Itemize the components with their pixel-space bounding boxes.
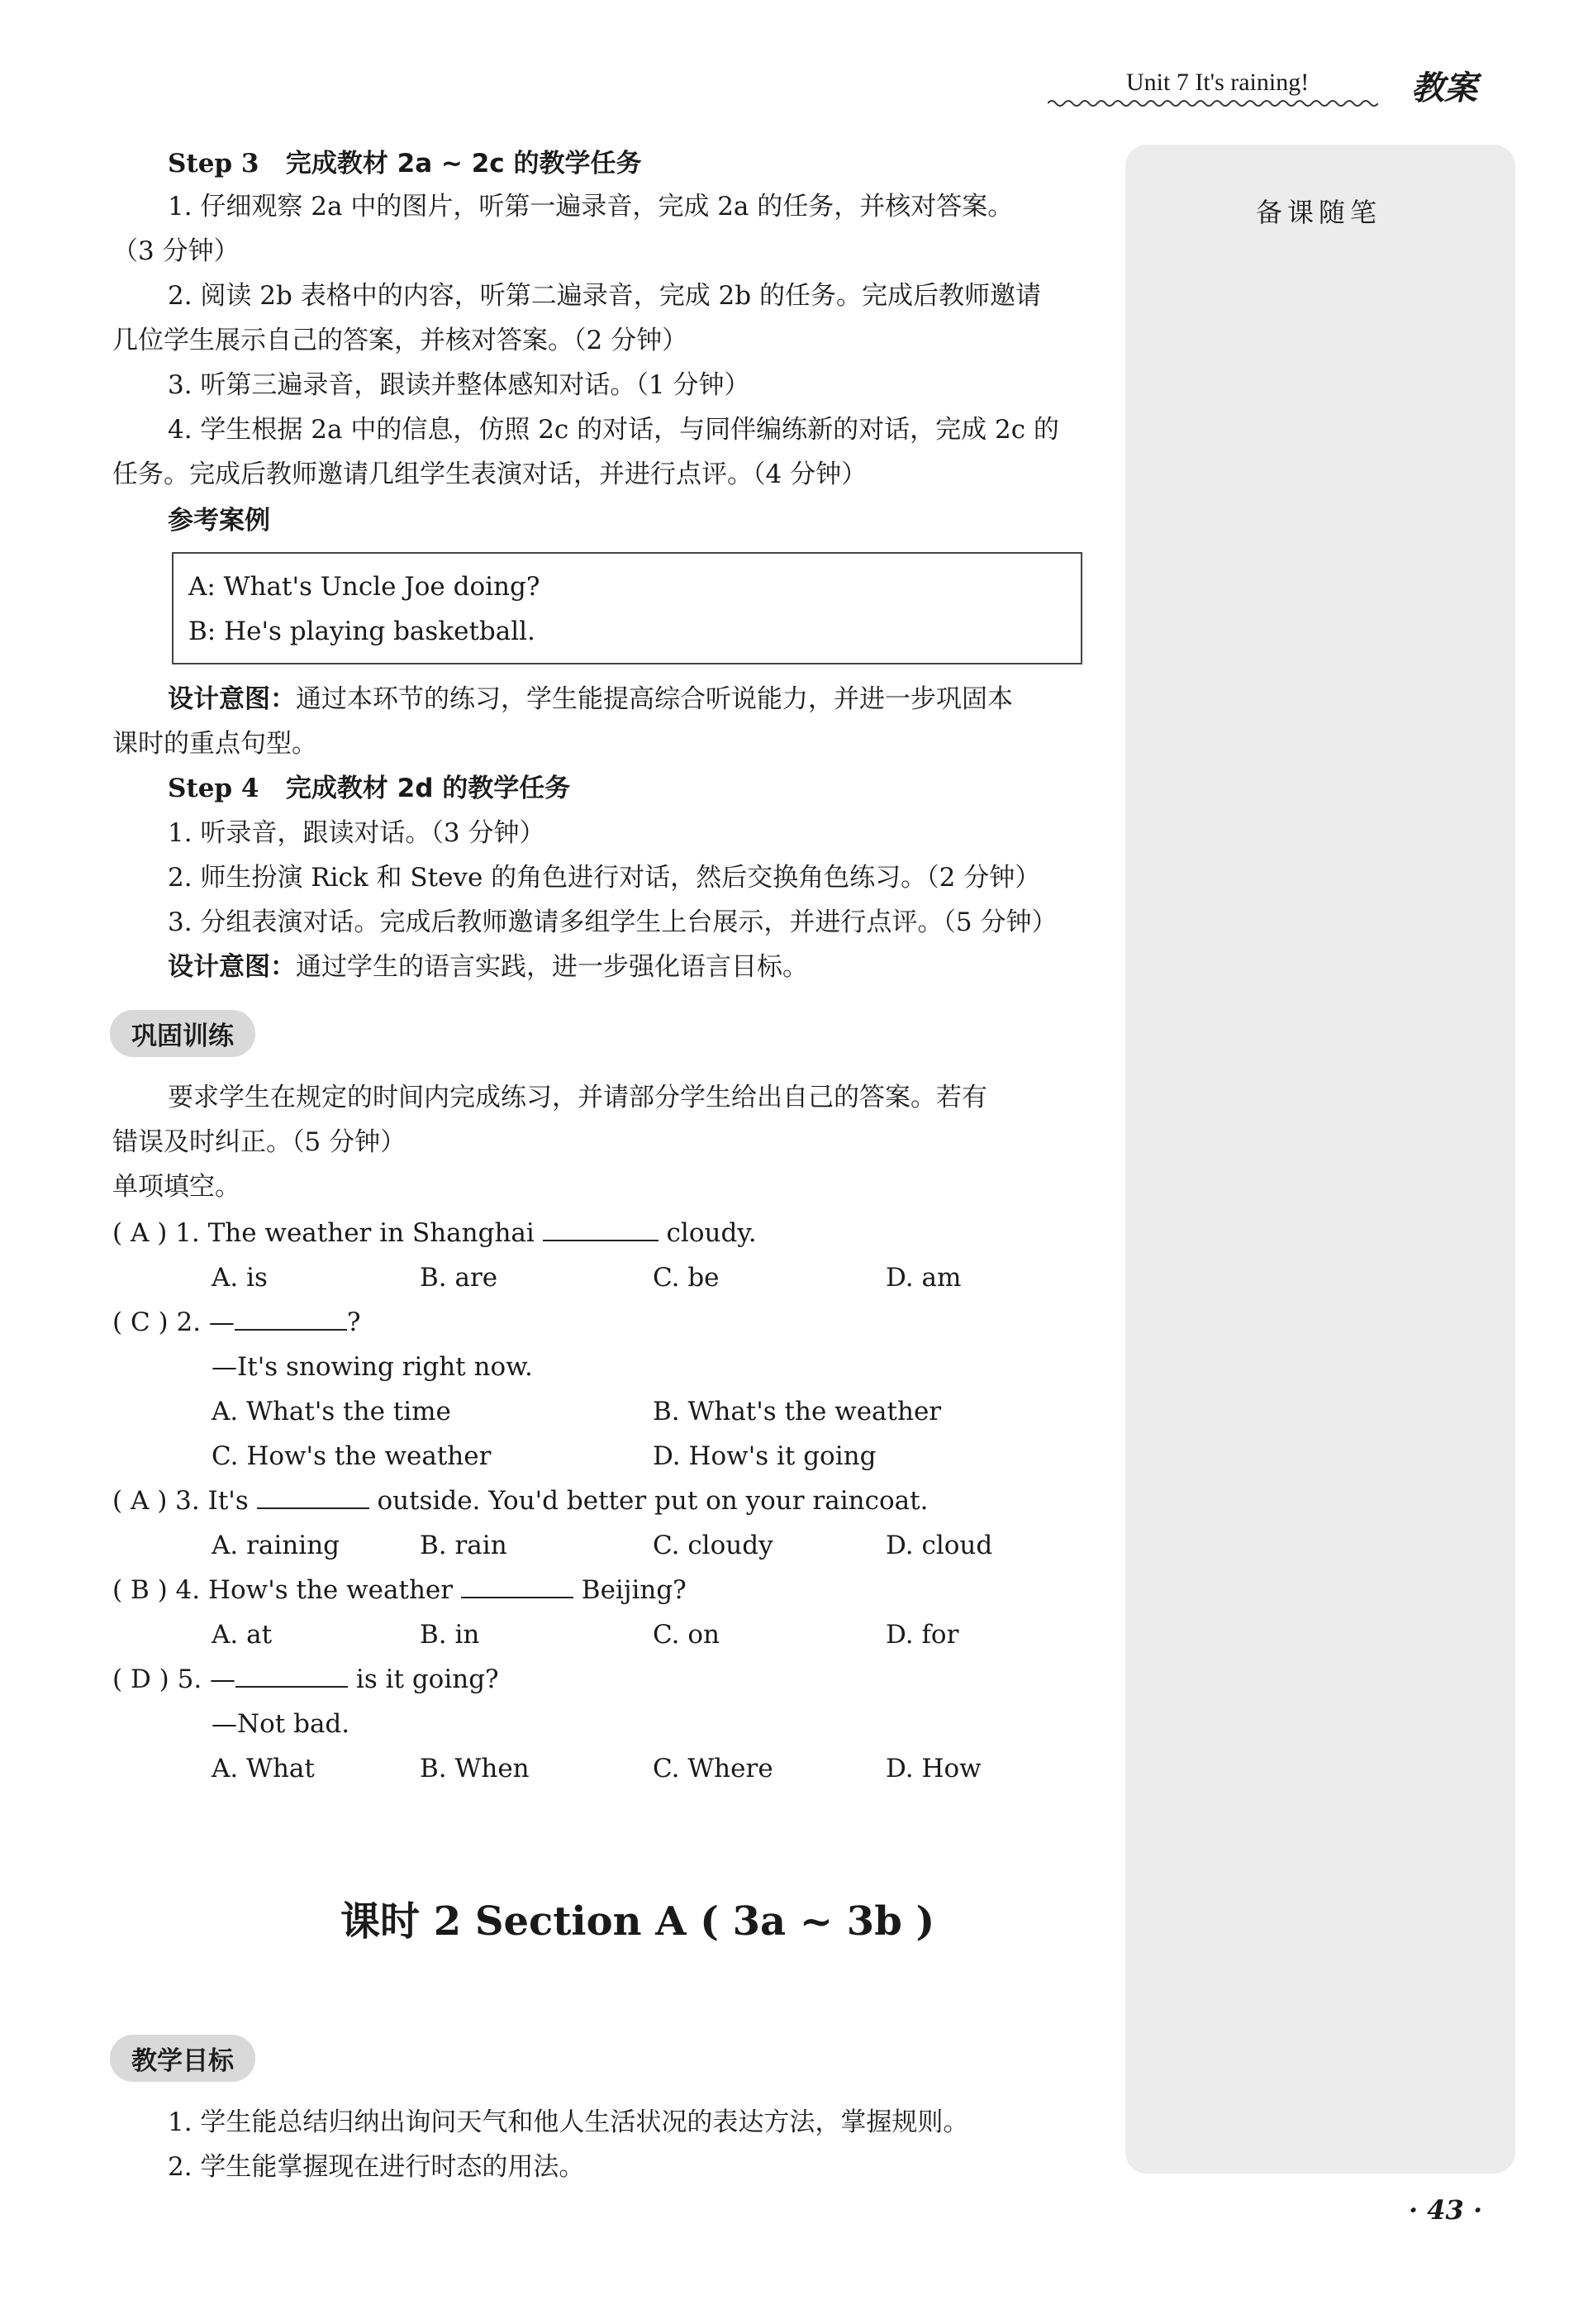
q4-option-b: B. in xyxy=(420,1620,480,1650)
question-5 xyxy=(112,1663,499,1696)
intent-label: 设计意图： xyxy=(168,952,296,982)
q5-option-a: A. What xyxy=(212,1754,315,1783)
step4-title xyxy=(168,772,570,805)
step3-item4-line1: 4. 学生根据 2a 中的信息，仿照 2c 的对话，与同伴编练新的对话，完成 2c 的 xyxy=(168,415,1059,445)
lesson-2-title: 课时 2 Section A ( 3a ~ 3b ) xyxy=(340,1898,935,1945)
q2-option-a: A. What's the time xyxy=(212,1397,451,1426)
notes-sidebar xyxy=(1125,145,1515,2174)
step3-item1-line2: （3 分钟） xyxy=(112,236,240,266)
q3-option-d: D. cloud xyxy=(886,1531,993,1560)
step4-item3: 3. 分组表演对话。完成后教师邀请多组学生上台展示，并进行点评。（5 分钟） xyxy=(168,907,1058,937)
step4-label: Step 4 xyxy=(168,774,259,803)
question-stem: 4. How's the weather xyxy=(175,1575,454,1605)
example-line-b: B: He's playing basketball. xyxy=(188,617,535,646)
practice-intro-line2: 错误及时纠正。（5 分钟） xyxy=(112,1127,407,1157)
q4-option-a: A. at xyxy=(212,1620,273,1650)
practice-type-label: 单项填空。 xyxy=(112,1172,240,1202)
answer: ( B ) xyxy=(112,1575,168,1605)
step3-title xyxy=(168,147,641,180)
q5-option-b: B. When xyxy=(420,1754,530,1783)
q2-reply: —It's snowing right now. xyxy=(212,1352,533,1382)
answer-blank xyxy=(257,1486,369,1509)
q2-option-b: B. What's the weather xyxy=(653,1397,942,1426)
intent-text: 通过学生的语言实践，进一步强化语言目标。 xyxy=(296,952,808,982)
header-wave-line xyxy=(1048,98,1378,108)
question-3 xyxy=(112,1484,928,1517)
question-stem-end: ? xyxy=(346,1307,361,1337)
step4-intent xyxy=(168,950,808,983)
unit-title: Unit 7 It's raining! xyxy=(1126,69,1310,96)
question-stem-end: outside. You'd better put on your raincoat. xyxy=(377,1486,929,1516)
teaching-goals-tag: 教学目标 xyxy=(110,2035,255,2082)
step3-item2-line2: 几位学生展示自己的答案，并核对答案。（2 分钟） xyxy=(112,326,688,355)
q3-option-a: A. raining xyxy=(212,1531,340,1560)
answer-blank xyxy=(235,1664,348,1688)
practice-tag: 巩固训练 xyxy=(110,1010,255,1057)
q5-option-c: C. Where xyxy=(653,1754,773,1783)
notes-sidebar-label: 备课随笔 xyxy=(1256,197,1382,228)
q1-option-b: B. are xyxy=(420,1263,498,1293)
question-stem-end: cloudy. xyxy=(666,1218,757,1248)
answer: ( C ) xyxy=(112,1307,169,1337)
step4-item2: 2. 师生扮演 Rick 和 Steve 的角色进行对话，然后交换角色练习。（2 分钟） xyxy=(168,863,1041,893)
question-stem: 1. The weather in Shanghai xyxy=(175,1218,535,1248)
practice-intro-line1: 要求学生在规定的时间内完成练习，并请部分学生给出自己的答案。若有 xyxy=(168,1083,987,1112)
q5-option-d: D. How xyxy=(886,1754,982,1783)
answer: ( A ) xyxy=(112,1218,168,1248)
q4-option-d: D. for xyxy=(886,1620,959,1650)
question-2 xyxy=(112,1306,361,1339)
step3-item3: 3. 听第三遍录音，跟读并整体感知对话。（1 分钟） xyxy=(168,370,750,400)
q2-option-d: D. How's it going xyxy=(653,1441,877,1471)
question-stem: 3. It's xyxy=(175,1486,249,1516)
step4-task: 完成教材 2d 的教学任务 xyxy=(285,774,571,803)
step3-label: Step 3 xyxy=(168,149,259,179)
q3-option-c: C. cloudy xyxy=(653,1531,773,1560)
step3-intent-line2: 课时的重点句型。 xyxy=(112,729,317,759)
question-stem-end: is it going? xyxy=(355,1664,499,1694)
answer: ( D ) xyxy=(112,1664,169,1694)
question-4 xyxy=(112,1574,687,1607)
question-1 xyxy=(112,1217,757,1250)
step3-task: 完成教材 2a ~ 2c 的教学任务 xyxy=(285,149,642,179)
q1-option-d: D. am xyxy=(886,1263,962,1293)
q1-option-a: A. is xyxy=(212,1263,268,1293)
page-header xyxy=(1048,62,1494,112)
answer-blank xyxy=(235,1307,347,1331)
answer: ( A ) xyxy=(112,1486,168,1516)
jiaoan-logo: 教案 xyxy=(1411,69,1477,107)
page-number: · 43 · xyxy=(1409,2194,1483,2226)
question-stem: 2. — xyxy=(176,1307,235,1337)
question-stem-end: Beijing? xyxy=(581,1575,687,1605)
step4-item1: 1. 听录音，跟读对话。（3 分钟） xyxy=(168,818,545,848)
q4-option-c: C. on xyxy=(653,1620,720,1650)
q5-reply: —Not bad. xyxy=(212,1709,350,1739)
goal-2: 2. 学生能掌握现在进行时态的用法。 xyxy=(168,2152,585,2182)
q3-option-b: B. rain xyxy=(420,1531,507,1560)
q1-option-c: C. be xyxy=(653,1263,720,1293)
intent-label: 设计意图： xyxy=(168,684,296,714)
intent-text: 通过本环节的练习，学生能提高综合听说能力，并进一步巩固本 xyxy=(296,684,1013,714)
step3-item2-line1: 2. 阅读 2b 表格中的内容，听第二遍录音，完成 2b 的任务。完成后教师邀请 xyxy=(168,281,1041,311)
answer-blank xyxy=(543,1218,658,1241)
question-stem: 5. — xyxy=(177,1664,236,1694)
example-line-a: A: What's Uncle Joe doing? xyxy=(188,572,540,602)
answer-blank xyxy=(461,1575,573,1598)
step3-intent xyxy=(168,683,1013,716)
step3-item1-line1: 1. 仔细观察 2a 中的图片，听第一遍录音，完成 2a 的任务，并核对答案。 xyxy=(168,192,1014,221)
goal-1: 1. 学生能总结归纳出询问天气和他人生活状况的表达方法，掌握规则。 xyxy=(168,2107,969,2137)
step3-item4-line2: 任务。完成后教师邀请几组学生表演对话，并进行点评。（4 分钟） xyxy=(112,460,868,489)
example-label: 参考案例 xyxy=(168,506,270,536)
q2-option-c: C. How's the weather xyxy=(212,1441,492,1471)
